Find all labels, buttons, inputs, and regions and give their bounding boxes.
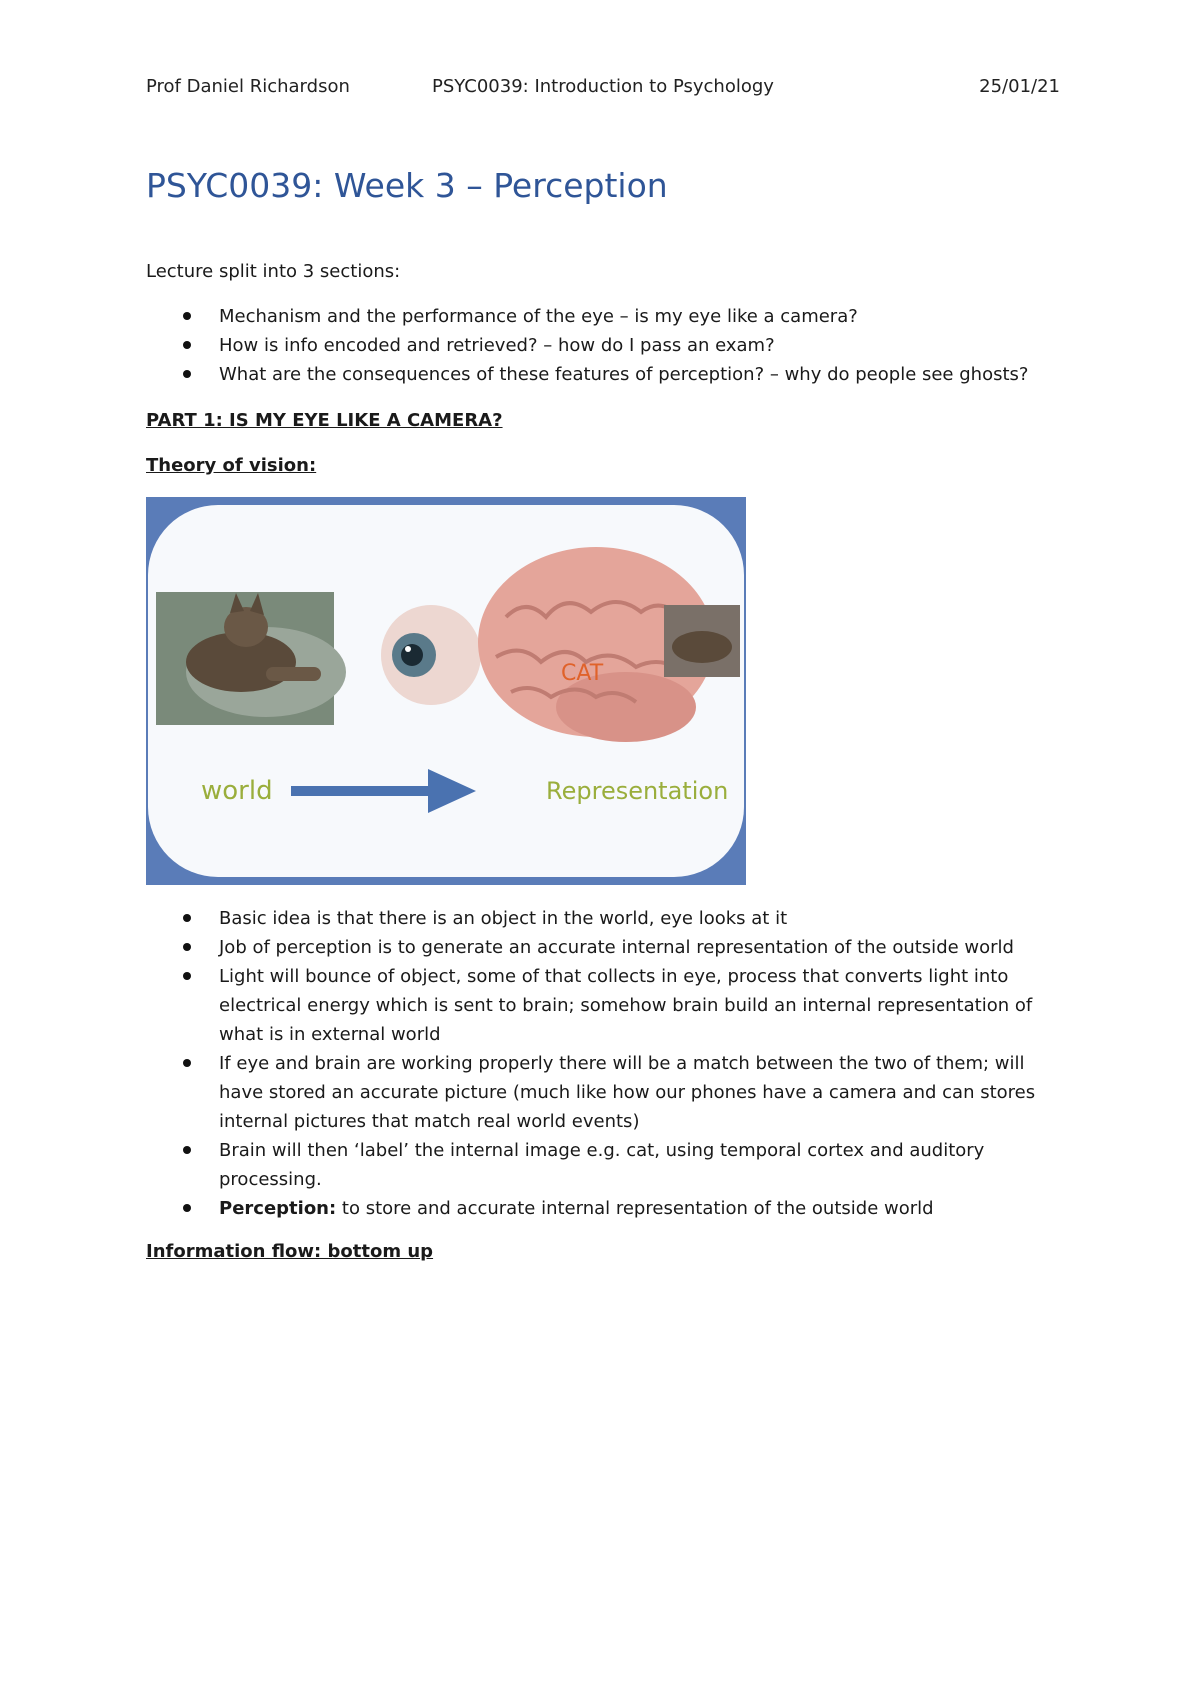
figure-illustration <box>146 497 746 885</box>
list-item: Perception: to store and accurate internal representation of the outside world <box>146 1194 1046 1223</box>
sections-list <box>146 302 1046 389</box>
page-header <box>146 76 1060 102</box>
eyeball <box>381 605 481 705</box>
list-item: Brain will then ‘label’ the internal image e.g. cat, using temporal cortex and auditory processing. <box>146 1136 1046 1194</box>
info-flow-heading: Information flow: bottom up <box>146 1241 434 1262</box>
bullet-icon <box>183 914 191 922</box>
cat-photo <box>156 592 346 725</box>
world-label: world <box>201 776 273 806</box>
bullet-icon <box>183 943 191 951</box>
header-course: PSYC0039: Introduction to Psychology <box>432 76 774 97</box>
bullet-icon <box>183 341 191 349</box>
bullet-icon <box>183 312 191 320</box>
part1-heading: PART 1: IS MY EYE LIKE A CAMERA? <box>146 410 503 431</box>
representation-label: Representation <box>546 777 729 805</box>
brain-cat-label: CAT <box>561 661 604 686</box>
header-date: 25/01/21 <box>979 76 1060 97</box>
list-item: Light will bounce of object, some of that collects in eye, process that converts light into electrical energy which is sent to brain; somehow brain build an internal representation of what is in external world <box>146 962 1046 1049</box>
bullet-icon <box>183 370 191 378</box>
list-item: How is info encoded and retrieved? – how do I pass an exam? <box>146 331 1046 360</box>
header-author: Prof Daniel Richardson <box>146 76 350 97</box>
theory-heading: Theory of vision: <box>146 455 317 476</box>
list-item: Mechanism and the performance of the eye – is my eye like a camera? <box>146 302 1046 331</box>
bullet-icon <box>183 1059 191 1067</box>
bullet-icon <box>183 972 191 980</box>
list-item: If eye and brain are working properly there will be a match between the two of them; will have stored an accurate picture (much like how our phones have a camera and can stores internal pictures that match real world events) <box>146 1049 1046 1136</box>
page-title: PSYC0039: Week 3 – Perception <box>146 166 668 205</box>
intro-text: Lecture split into 3 sections: <box>146 261 401 282</box>
theory-points-list <box>146 904 1046 1223</box>
list-item: Basic idea is that there is an object in the world, eye looks at it <box>146 904 1046 933</box>
bullet-icon <box>183 1146 191 1154</box>
list-item: Job of perception is to generate an accurate internal representation of the outside world <box>146 933 1046 962</box>
list-item: What are the consequences of these features of perception? – why do people see ghosts? <box>146 360 1046 389</box>
bullet-icon <box>183 1204 191 1212</box>
theory-of-vision-figure <box>146 497 746 885</box>
bold-term: Perception: <box>219 1198 337 1219</box>
